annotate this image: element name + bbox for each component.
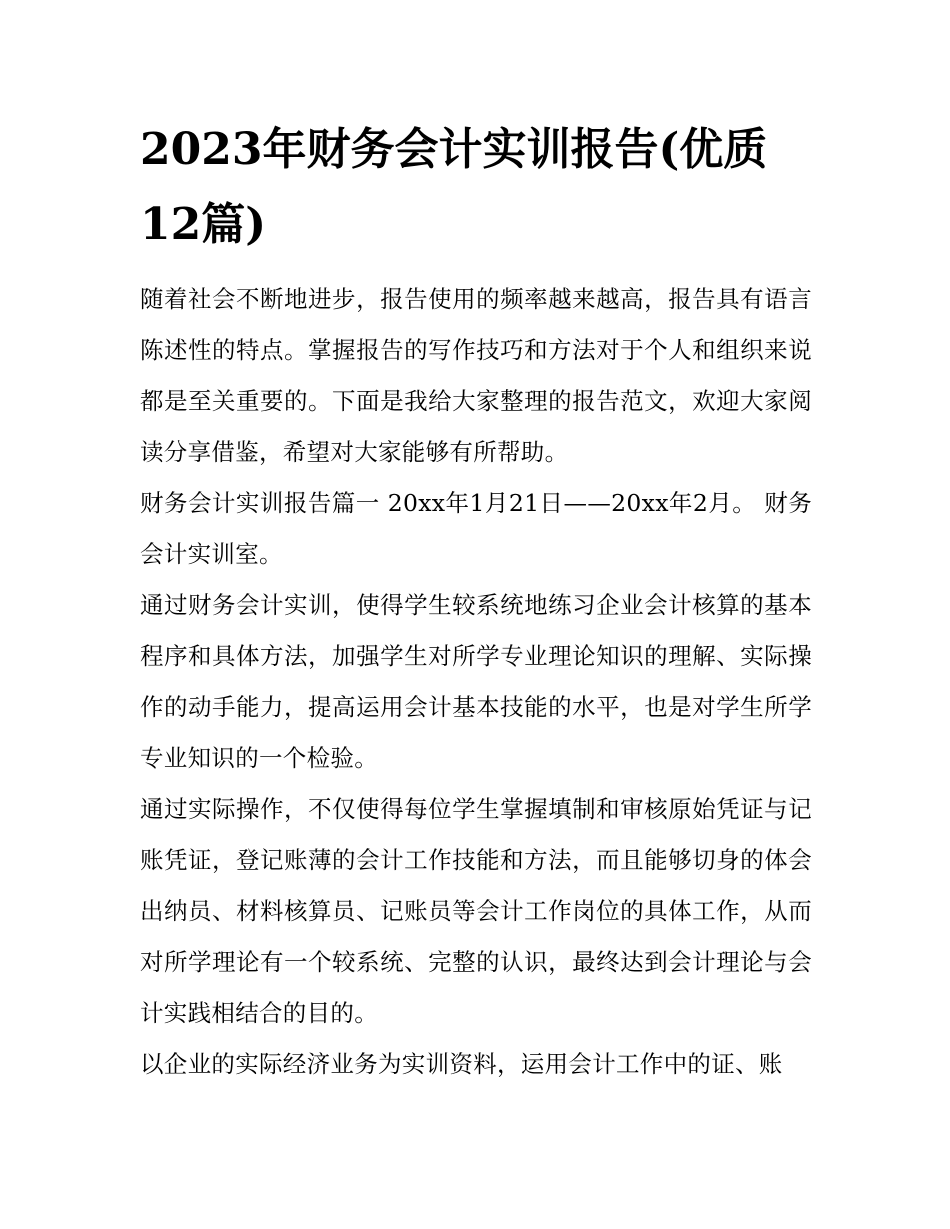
paragraph-purpose: 通过财务会计实训，使得学生较系统地练习企业会计核算的基本程序和具体方法，加强学生对所学专业理论知识的理解、实际操作的动手能力，提高运用会计基本技能的水平，也是对学生所学专业知识的一个检验。 — [140, 591, 812, 772]
paragraph-intro: 随着社会不断地进步，报告使用的频率越来越高，报告具有语言陈述性的特点。掌握报告的写作技巧和方法对于个人和组织来说都是至关重要的。下面是我给大家整理的报告范文，欢迎大家阅读分享借鉴，希望对大家能够有所帮助。 — [140, 285, 812, 466]
paragraph-materials: 以企业的实际经济业务为实训资料，运用会计工作中的证、账 — [140, 1050, 783, 1078]
document-body — [140, 274, 812, 1090]
paragraph-practice: 通过实际操作，不仅使得每位学生掌握填制和审核原始凭证与记账凭证，登记账薄的会计工作技能和方法，而且能够切身的体会出纳员、材料核算员、记账员等会计工作岗位的具体工作，从而对所学理论有一个较系统、完整的认识，最终达到会计理论与会计实践相结合的目的。 — [140, 795, 812, 1027]
paragraph-section-one-date: 财务会计实训报告篇一 20xx年1月21日——20xx年2月。 财务会计实训室。 — [140, 489, 812, 568]
document-title: 2023年财务会计实训报告(优质12篇) — [140, 124, 768, 250]
document-content — [140, 112, 812, 1090]
